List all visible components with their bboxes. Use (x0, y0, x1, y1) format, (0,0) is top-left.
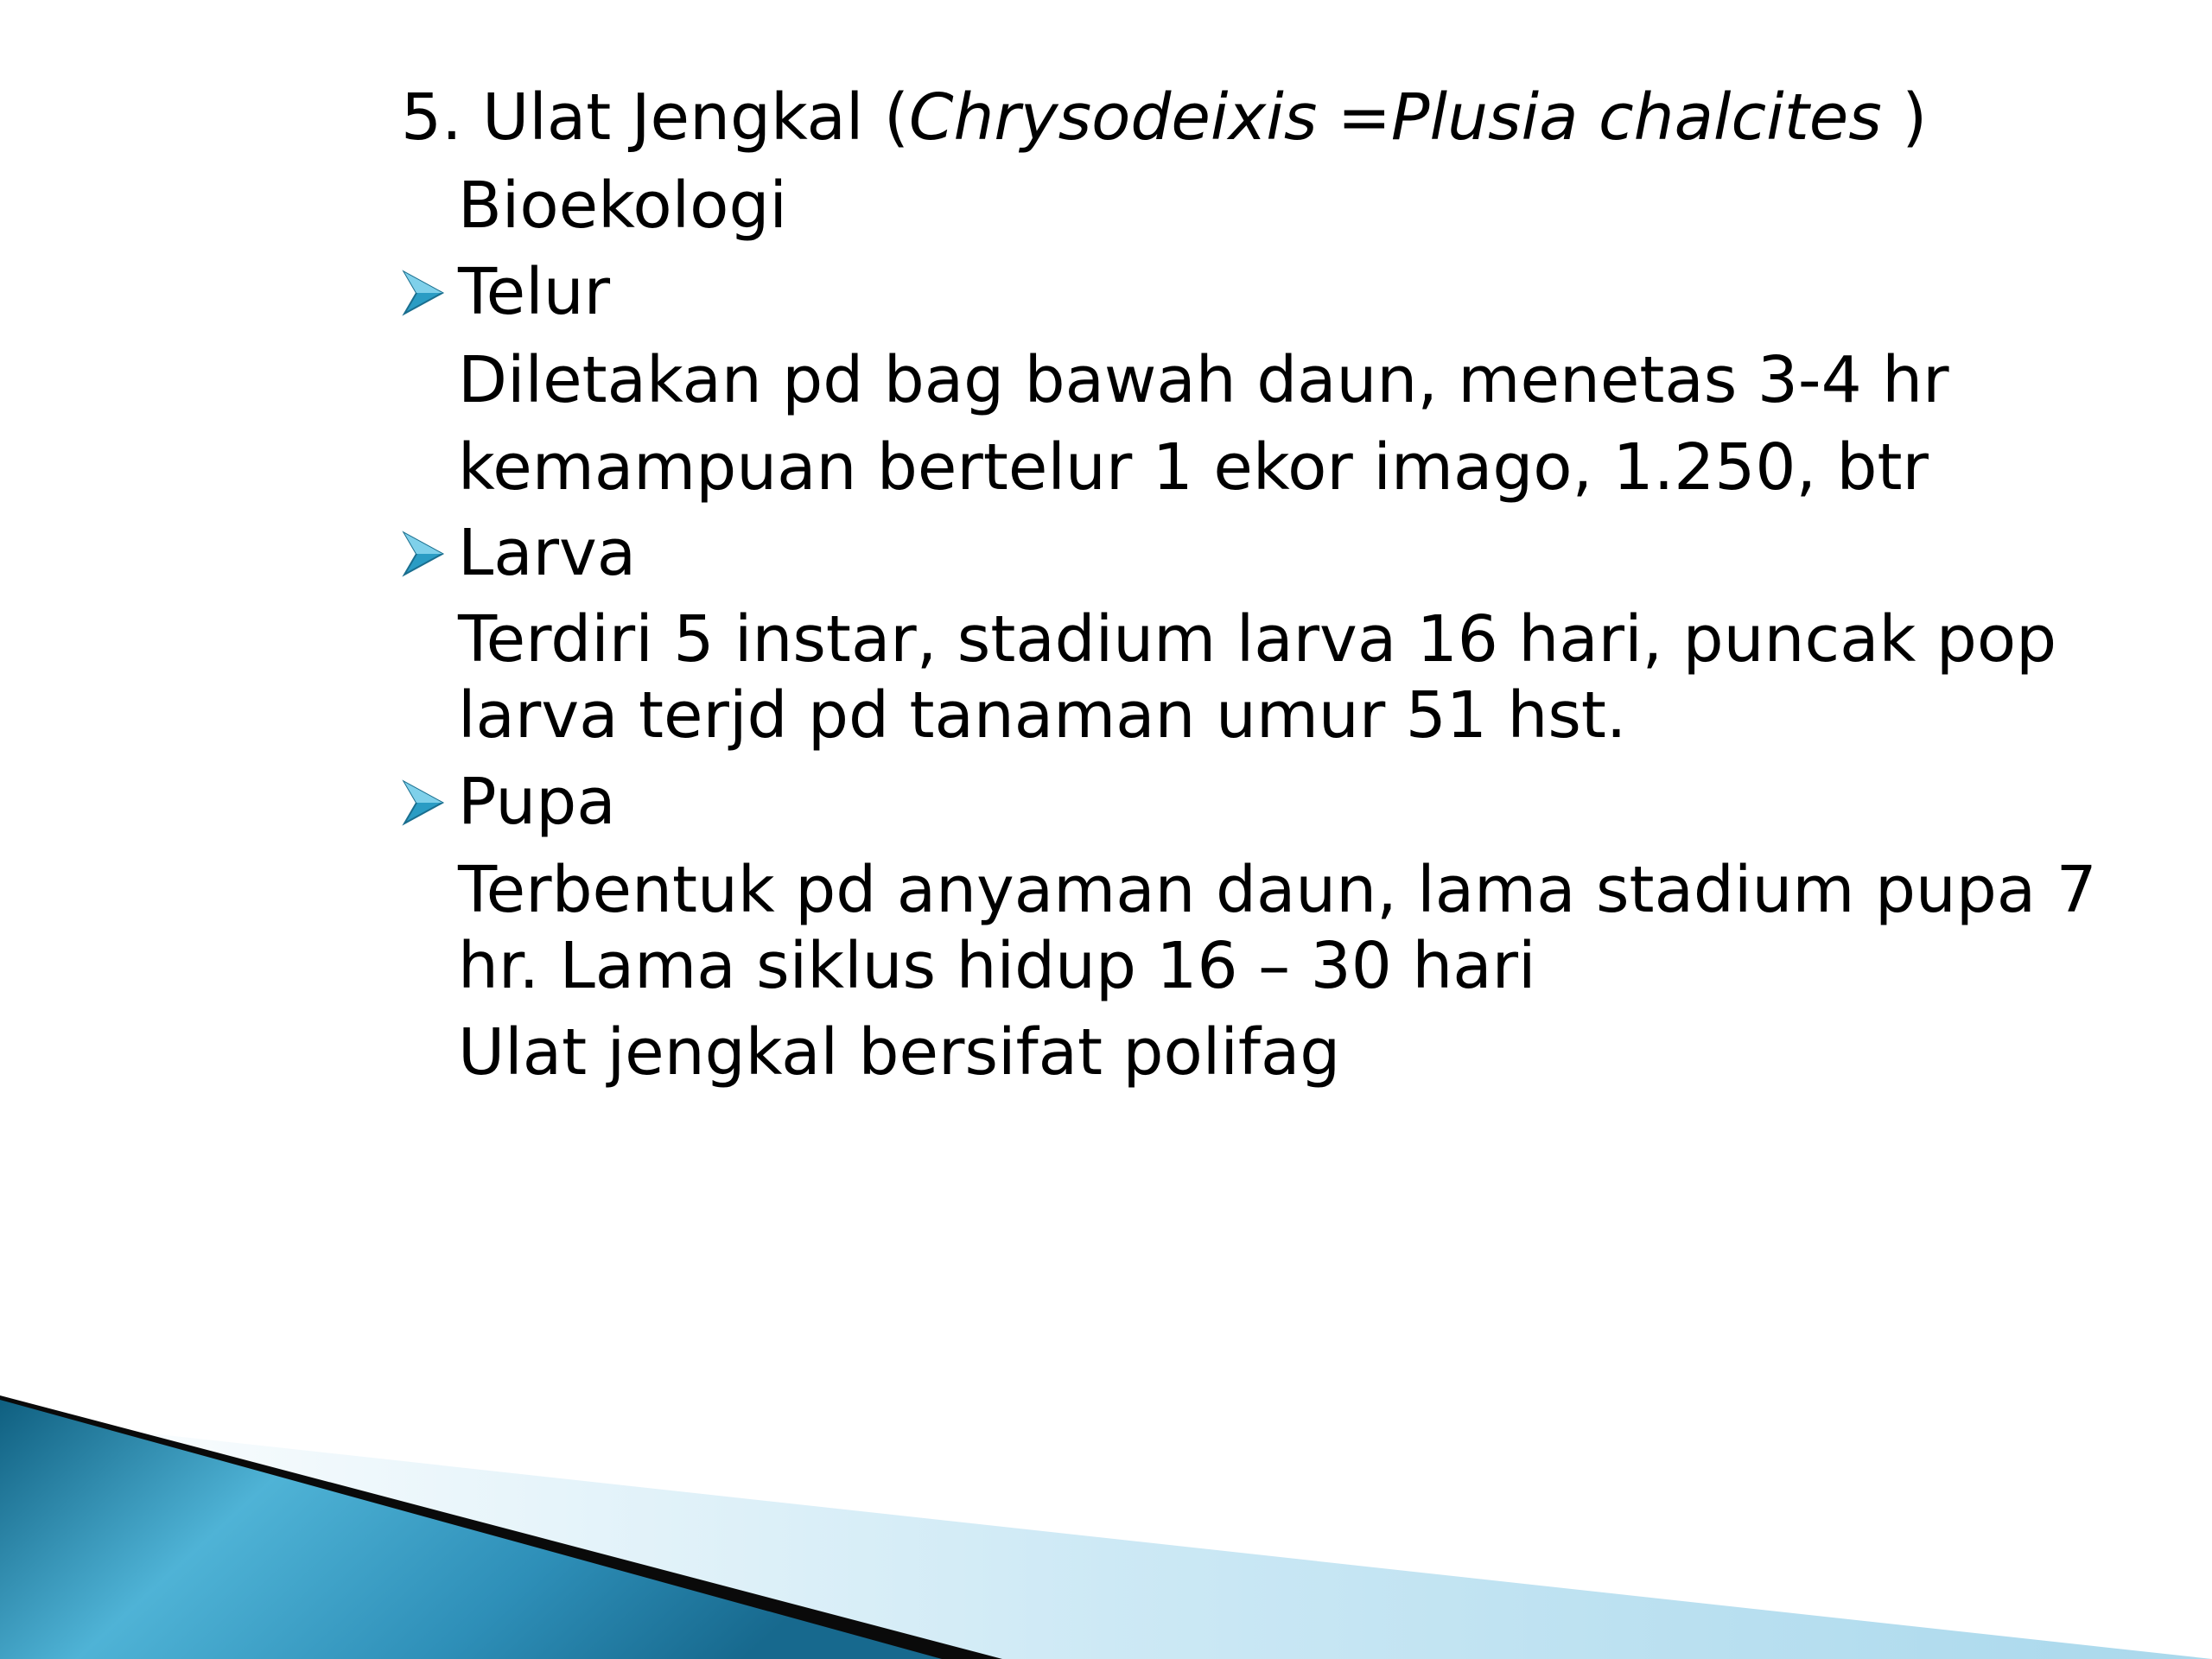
bullet-title: Larva (458, 516, 637, 590)
bullet-item-larva (401, 515, 636, 591)
heading-prefix: 5. Ulat Jengkal ( (401, 80, 909, 155)
arrow-bullet-icon (401, 777, 446, 829)
species-name: Chrysodeixis =Plusia chalcites (908, 80, 1882, 155)
bullet-title: Pupa (458, 765, 616, 839)
bullet-item-telur (401, 254, 610, 330)
body-line: Diletakan pd bag bawah daun, menetas 3-4 hr (458, 343, 1949, 417)
body-line: larva terjd pd tanaman umur 51 hst. (458, 678, 1627, 753)
body-line: hr. Lama siklus hidup 16 – 30 hari (458, 929, 1536, 1003)
bullet-item-pupa (401, 764, 616, 840)
arrow-bullet-icon (401, 267, 446, 319)
arrow-bullet-icon (401, 528, 446, 580)
subheading: Bioekologi (458, 168, 787, 243)
heading-suffix: ) (1881, 80, 1928, 155)
bullet-title: Telur (458, 255, 611, 329)
body-line: Terbentuk pd anyaman daun, lama stadium pupa 7 (458, 853, 2097, 927)
body-line: Ulat jengkal bersifat polifag (458, 1015, 1341, 1090)
body-line: kemampuan bertelur 1 ekor imago, 1.250, btr (458, 430, 1929, 505)
body-line: Terdiri 5 instar, stadium larva 16 hari, puncak pop (458, 602, 2057, 677)
slide-heading (401, 79, 1927, 156)
